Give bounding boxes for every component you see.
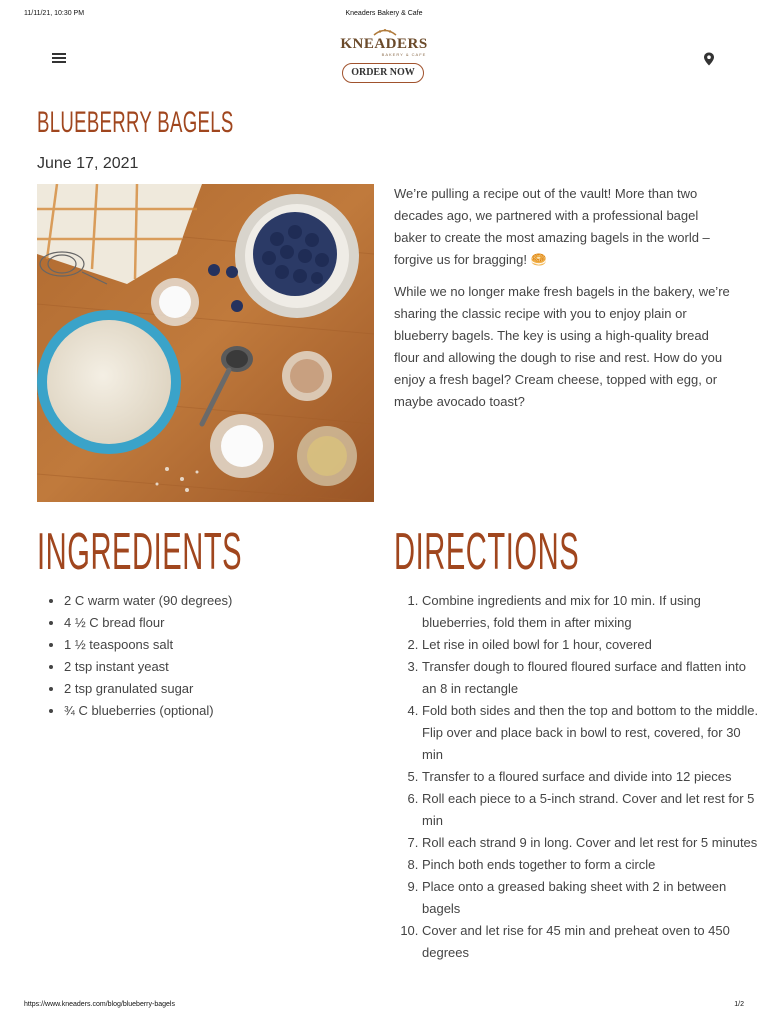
direction-step: 5. Transfer to a floured surface and divide into 12 pieces [422,766,762,788]
intro-text [394,183,734,423]
print-url: https://www.kneaders.com/blog/blueberry-bagels [24,1001,175,1008]
logo-tagline: BAKERY & CAFE [381,52,427,57]
list-item: • 2 C warm water (90 degrees) [64,590,384,612]
list-item: • 2 tsp granulated sugar [64,678,384,700]
hero-image [37,184,374,502]
intro-paragraph: We’re pulling a recipe out of the vault! More than two decades ago, we partnered with a professional bagel baker to create the most amazing bagels in the world – forgive us for bragging! 🥯 [394,186,710,267]
list-item: • 1 ½ teaspoons salt [64,634,384,656]
direction-step: 7. Roll each strand 9 in long. Cover and let rest for 5 minutes [422,832,762,854]
post-date: June 17, 2021 [37,155,139,172]
list-item: • 2 tsp instant yeast [64,656,384,678]
direction-step: 8. Pinch both ends together to form a circle [422,854,762,876]
order-now-button[interactable]: ORDER NOW [342,63,424,83]
wheat-logo-icon [372,28,398,36]
print-page-title: Kneaders Bakery & Cafe [345,10,423,17]
print-footer [0,1001,768,1013]
list-item: • 4 ½ C bread flour [64,612,384,634]
direction-step: 9. Place onto a greased baking sheet with 2 in between bagels [422,876,762,920]
direction-step: 10. Cover and let rise for 45 min and preheat oven to 450 degrees [422,920,762,964]
kneaders-logo[interactable] [334,28,434,58]
intro-paragraph: While we no longer make fresh bagels in the bakery, we’re sharing the classic recipe with you to enjoy plain or blueberry bagels. The key is using a high-quality bread flour and allowing the dough to rise and rest. How do you enjoy a fresh bagel? Cream cheese, topped with egg, or maybe avocado toast? [394,284,730,409]
print-page-number: 1/2 [734,1001,744,1008]
print-datetime: 11/11/21, 10:30 PM [24,10,85,17]
map-pin-icon[interactable] [703,52,715,66]
print-header [0,10,768,22]
direction-step: 3. Transfer dough to floured floured surface and flatten into an 8 in rectangle [422,656,762,700]
hamburger-menu-icon[interactable] [52,53,66,63]
page-title: BLUEBERRY BAGELS [37,106,234,139]
direction-step: 6. Roll each piece to a 5-inch strand. Cover and let rest for 5 min [422,788,762,832]
direction-step: 4. Fold both sides and then the top and bottom to the middle. Flip over and place back in bowl to rest, covered, for 30 min [422,700,762,766]
directions-list [394,590,762,964]
directions-heading: DIRECTIONS [394,523,580,581]
list-item: • ¾ C blueberries (optional) [64,700,384,722]
logo-wordmark: KNEADERS [340,36,428,52]
direction-step: 2. Let rise in oiled bowl for 1 hour, covered [422,634,762,656]
ingredients-list [37,590,384,722]
direction-step: 1. Combine ingredients and mix for 10 min. If using blueberries, fold them in after mixing [422,590,762,634]
ingredients-heading: INGREDIENTS [37,523,243,581]
